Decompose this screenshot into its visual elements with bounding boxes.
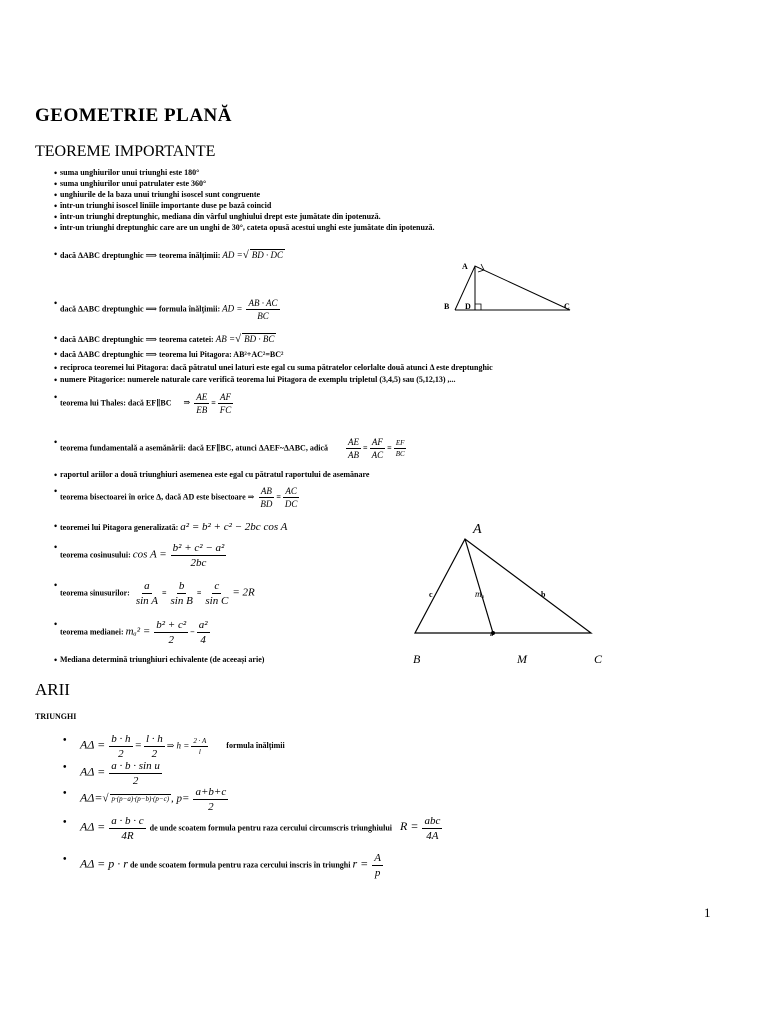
denominator: sin A [135,595,158,607]
fraction [144,733,165,760]
side-label-c: c [429,590,433,599]
list-item [60,375,456,384]
numerator: AB · AC [248,298,278,308]
list-item [60,179,206,188]
denominator: BD [260,499,273,509]
item-text: dacă ΔABC dreptunghic ⟹ teorema lui Pitagora: AB²+AC²=BC² [60,350,284,359]
denominator: 4A [426,830,439,842]
vertex-label-d: D [465,302,471,311]
item-text: dacă ΔABC dreptunghic ⟹ formula înălțimii: [60,304,221,314]
item-text: unghiurile de la baza unui triunghi isoscel sunt congruente [60,190,261,199]
numerator: c [214,580,220,592]
list-item [60,655,264,664]
denominator: 2 [118,748,124,760]
fraction [109,760,162,787]
item-text: teoremei lui Pitagora generalizată: [60,523,179,532]
item-text: de unde scoatem formula pentru raza cercului inscris în triunghi [129,860,351,870]
numerator: AE [196,392,208,402]
fraction [154,619,188,646]
numerator: a · b · sin u [111,760,160,772]
list-item: • teorema lui Thales: dacă EF∥BC ⇒ $\frac{AE}{EB}$ = $\frac{AF}{FC}$ [60,392,235,415]
denominator: sin B [170,595,193,607]
triangle-outline [455,266,570,310]
formula: R = [400,819,419,834]
vertex-label-c: C [564,302,570,311]
list-item [60,349,283,359]
list-item [60,201,271,210]
denominator: 2 [132,775,139,787]
fraction [109,815,145,842]
formula: AD = [222,250,243,260]
section-heading-areas: ARII [35,680,70,699]
numerator: b² + c² − a² [172,542,225,554]
formula: AΔ = [80,764,106,779]
fraction [246,298,279,321]
denominator: AC [371,450,384,460]
formula-radicand: BD · DC [251,250,284,260]
fraction [194,392,209,415]
item-text: teorema bisectoarei în orice Δ, dacă AD este bisectoare ⇒ [60,492,255,502]
formula: AΔ= [80,790,103,805]
formula-radicand: p·(p−a)·(p−b)·(p−c) [111,795,170,804]
list-item [60,168,199,177]
formula: r = [352,856,369,871]
item-text: reciproca teoremei lui Pitagora: dacă pătratul unei laturi este egal cu suma pătratelor celorlalte două atunci Δ este dreptunghic [60,363,493,372]
item-text: teorema lui Thales: dacă EF∥BC [60,398,172,408]
item-text: suma unghiurilor unui triunghi este 180° [60,168,200,177]
list-item: • teorema medianei: mₐ² = $\frac{\text{b² + c²}}{2}$ − $\frac{\text{a²}}{4}$ [60,619,212,646]
numerator: a+b+c [195,786,227,798]
formula: AΔ = [80,819,106,834]
list-item [60,333,276,345]
denominator: 2 [208,801,214,813]
item-text: numere Pitagorice: numerele naturale care verifică teorema lui Pitagora de exemplu tripletul (3,4,5) sau (5,12,13) ,... [60,375,456,384]
numerator: b [178,580,185,592]
fraction [346,437,361,460]
denominator: 4 [200,634,206,646]
fraction [109,733,132,760]
median-triangle-figure [405,515,625,670]
denominator: 4R [121,830,134,842]
vertex-label-m: M [517,652,527,666]
fraction [193,786,228,813]
denominator: EB [196,405,208,415]
denominator: p [374,867,381,879]
item-text: suma unghiurilor unui patrulater este 360° [60,179,207,188]
fraction [370,437,386,460]
formula: AB = [215,334,236,344]
numerator: 2 · A [193,737,207,745]
item-text: teorema sinusurilor: [60,588,130,598]
denominator: 2 [168,634,174,646]
denominator: AB [348,450,360,460]
denominator: 2bc [190,557,207,569]
list-item [60,190,260,199]
list-item: • teorema sinusurilor: $\frac{a}{\text{sin A}}$ = $\frac{b}{\text{sin B}}$ = $\frac{c}{\text{sin C}}$ = 2R [60,580,255,607]
numerator: AE [348,437,360,447]
list-item [80,852,385,879]
numerator: b² + c² [156,619,187,631]
item-text: formula înălțimii [226,741,285,751]
formula: a² = b² + c² − 2bc cos A [180,521,288,533]
fraction [134,580,160,607]
median-label: mₐ [475,589,485,599]
sqrt-sign: √ [102,792,109,805]
section-heading-theorems: TEOREME IMPORTANTE [35,143,216,160]
fraction [169,580,195,607]
numerator: l · h [145,733,163,745]
list-item [60,249,285,261]
item-text: dacă ΔABC dreptunghic ⟹ teorema catetei: [60,335,214,344]
formula: mₐ² = [125,625,151,638]
numerator: a [144,580,150,592]
formula: = [134,739,142,752]
item-text: raportul ariilor a două triunghiuri asemenea este egal cu pătratul raportului de asemănare [60,470,370,479]
denominator: BC [395,450,405,458]
item-text: teorema medianei: [60,627,124,637]
formula: AD = [222,303,243,314]
formula: AΔ = [80,737,106,752]
denominator: 2 [151,748,158,760]
page-number: 1 [704,905,711,920]
numerator: a² [198,619,208,631]
side-label-a: a [490,632,493,638]
item-text: Mediana determină triunghiuri echivalente (de aceeași arie) [60,655,265,664]
numerator: a · b · c [111,815,144,827]
side-label-b: b [541,590,546,599]
formula-radicand: BD · BC [244,334,275,344]
item-text: de unde scoatem formula pentru raza cercului circumscris triunghiului [149,823,393,833]
list-item [60,363,493,372]
vertex-label-b: B [413,652,421,666]
item-text: dacă ΔABC dreptunghic ⟹ teorema înălțimii: [60,251,221,260]
vertex-label-a: A [462,262,468,271]
list-item [60,223,435,232]
list-item [60,521,287,533]
fraction [422,815,442,842]
subsection-heading: TRIUNGHI [35,712,77,721]
list-item [60,298,282,321]
vertex-label-a: A [473,522,482,537]
list-item [80,815,444,842]
triangle-outline [415,539,591,633]
formula: AΔ = p · r [80,856,128,871]
fraction [171,542,227,569]
item-text: într-un triunghi isoscel liniile importante duse pe bază coincid [60,201,272,210]
denominator: sin C [205,595,229,607]
fraction [283,486,300,509]
list-item: • teorema fundamentală a asemănării: dacă EF∥BC, atunci ΔAEF~ΔABC, adică $\frac{AE}{AB}$ = $\frac{AF}{AC}$ = $\frac{EF}{BC}$ [60,437,409,460]
numerator: AC [285,486,297,496]
numerator: b · h [111,733,131,745]
list-item [60,470,369,479]
sqrt-sign: √ [242,249,249,261]
item-text: teorema fundamentală a asemănării: dacă EF∥BC, atunci ΔAEF~ΔABC, adică [60,443,329,453]
item-text: într-un triunghi dreptunghic, mediana din vârful unghiului drept este jumătate din ipotenuză. [60,212,381,221]
fraction [218,392,234,415]
list-item: • teorema bisectoarei în orice Δ, dacă AD este bisectoare ⇒ $\frac{AB}{BD}$ = $\frac{AC}{DC}$ [60,486,301,509]
numerator: AF [220,392,232,402]
numerator: abc [424,815,441,827]
list-item [80,786,230,813]
denominator: l [198,748,201,756]
numerator: AB [260,486,272,496]
item-text: într-un triunghi dreptunghic care are un unghi de 30°, cateta opusă acestui unghi este jumătate din ipotenuză. [60,223,435,232]
list-item [80,733,285,760]
formula: , p= [171,792,190,805]
list-item [80,760,164,787]
list-item [60,212,381,221]
numerator: A [374,852,381,864]
implies-arrow: ⇒ [183,398,191,408]
denominator: FC [219,405,232,415]
formula: cos A = [132,548,167,561]
fraction [191,737,208,756]
item-text: teorema cosinusului: [60,550,131,560]
median-line [465,539,493,633]
numerator: AF [371,437,383,447]
right-triangle-figure [440,258,590,318]
vertex-label-c: C [594,652,603,666]
formula: = 2R [232,586,255,599]
formula: ⇒ h = [166,740,190,751]
fraction [372,852,383,879]
sqrt-sign: √ [235,333,242,345]
vertex-label-b: B [444,302,450,311]
numerator: EF [395,439,405,447]
right-angle-mark-foot [475,304,481,310]
page-title: GEOMETRIE PLANĂ [35,105,232,126]
fraction [394,439,407,458]
fraction [197,619,210,646]
denominator: DC [284,499,298,509]
list-item [60,542,228,569]
fraction [258,486,274,509]
denominator: BC [257,311,269,321]
fraction [203,580,230,607]
